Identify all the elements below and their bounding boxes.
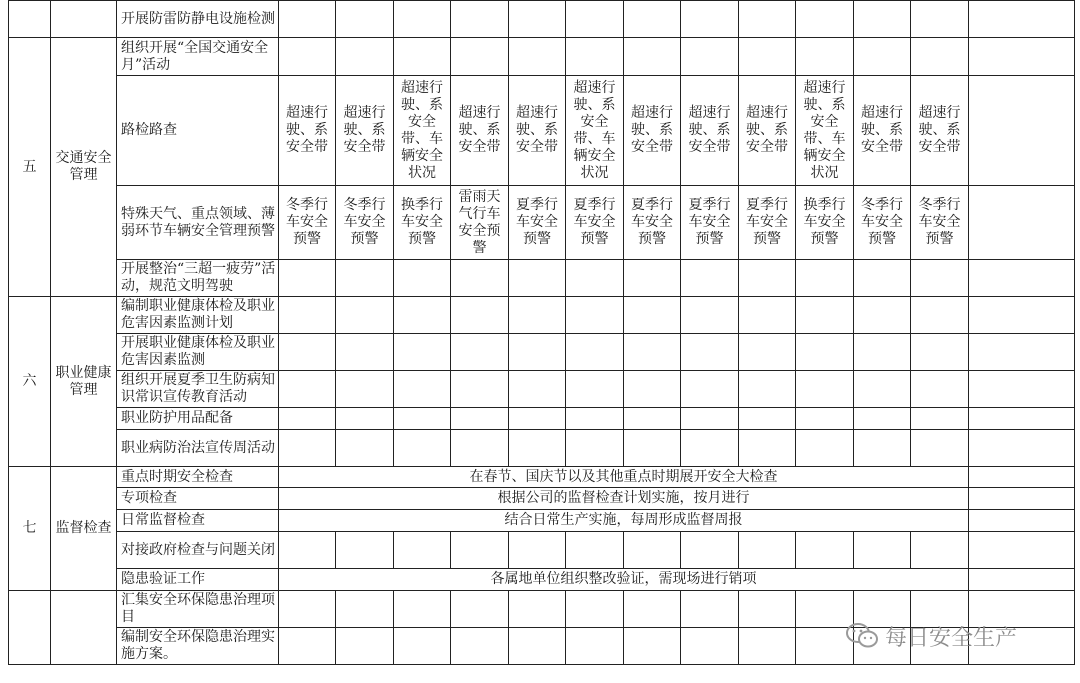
month-cell <box>336 628 394 665</box>
month-cell <box>566 297 624 334</box>
item-name: 路检路查 <box>117 76 279 186</box>
table-row <box>9 38 1075 76</box>
month-cell: 超速行驶、系安全带 <box>336 76 394 186</box>
section-number: 七 <box>9 467 51 591</box>
month-cell <box>509 38 566 76</box>
month-cell <box>509 297 566 334</box>
month-cell <box>681 260 739 297</box>
table-row <box>9 467 1075 488</box>
month-cell: 超速行驶、系安全带 <box>624 76 681 186</box>
month-cell: 冬季行车安全预警 <box>279 186 336 260</box>
month-cell: 超速行驶、系安全带、车辆安全状况 <box>394 76 451 186</box>
month-cell: 超速行驶、系安全带、车辆安全状况 <box>796 76 854 186</box>
month-cell <box>681 371 739 408</box>
month-cell <box>394 334 451 371</box>
month-cell <box>394 591 451 628</box>
month-cell <box>854 334 911 371</box>
month-cell <box>911 260 969 297</box>
month-cell <box>624 628 681 665</box>
table-row <box>9 488 1075 510</box>
month-cell: 夏季行车安全预警 <box>681 186 739 260</box>
month-cell <box>739 591 796 628</box>
month-cell <box>509 591 566 628</box>
section-number <box>9 591 51 665</box>
month-cell <box>336 38 394 76</box>
month-cell <box>336 430 394 467</box>
month-cell <box>911 297 969 334</box>
month-cell: 夏季行车安全预警 <box>566 186 624 260</box>
month-cell <box>854 1 911 38</box>
item-name: 重点时期安全检查 <box>117 467 279 488</box>
month-cell <box>394 297 451 334</box>
month-cell <box>336 371 394 408</box>
month-cell: 冬季行车安全预警 <box>911 186 969 260</box>
remark-cell <box>969 467 1075 488</box>
month-cell <box>509 628 566 665</box>
remark-cell <box>969 38 1075 76</box>
month-cell <box>451 297 509 334</box>
item-name: 特殊天气、重点领域、薄弱环节车辆安全管理预警 <box>117 186 279 260</box>
item-name: 开展职业健康体检及职业危害因素监测 <box>117 334 279 371</box>
month-cell <box>624 371 681 408</box>
month-cell: 超速行驶、系安全带 <box>854 76 911 186</box>
safety-plan-table <box>8 0 1075 665</box>
month-cell: 超速行驶、系安全带 <box>911 76 969 186</box>
section-title: 监督检查 <box>51 467 117 591</box>
month-cell <box>279 260 336 297</box>
month-cell <box>854 260 911 297</box>
item-name: 组织开展夏季卫生防病知识常识宣传教育活动 <box>117 371 279 408</box>
month-cell: 超速行驶、系安全带、车辆安全状况 <box>566 76 624 186</box>
month-cell <box>681 532 739 569</box>
month-cell <box>566 1 624 38</box>
table-wrapper <box>8 0 1080 665</box>
table-row <box>9 408 1075 430</box>
month-cell <box>509 334 566 371</box>
month-cell <box>566 430 624 467</box>
month-cell <box>911 334 969 371</box>
month-cell <box>336 1 394 38</box>
item-name: 编制安全环保隐患治理实施方案。 <box>117 628 279 665</box>
item-name: 编制职业健康体检及职业危害因素监测计划 <box>117 297 279 334</box>
month-cell <box>336 532 394 569</box>
month-cell <box>509 260 566 297</box>
remark-cell <box>969 430 1075 467</box>
month-cell <box>451 371 509 408</box>
schedule-note: 结合日常生产实施，每周形成监督周报 <box>279 510 969 532</box>
section-number <box>9 1 51 38</box>
table-row <box>9 297 1075 334</box>
month-cell <box>911 1 969 38</box>
month-cell <box>911 532 969 569</box>
month-cell <box>451 532 509 569</box>
month-cell <box>911 38 969 76</box>
month-cell <box>279 334 336 371</box>
section-title <box>51 591 117 665</box>
month-cell <box>796 260 854 297</box>
item-name: 汇集安全环保隐患治理项目 <box>117 591 279 628</box>
section-number: 六 <box>9 297 51 467</box>
month-cell <box>739 334 796 371</box>
month-cell <box>796 371 854 408</box>
month-cell: 超速行驶、系安全带 <box>509 76 566 186</box>
schedule-note: 各属地单位组织整改验证，需现场进行销项 <box>279 569 969 591</box>
month-cell <box>854 430 911 467</box>
month-cell <box>394 532 451 569</box>
month-cell <box>566 532 624 569</box>
month-cell <box>394 260 451 297</box>
month-cell <box>796 38 854 76</box>
remark-cell <box>969 532 1075 569</box>
remark-cell <box>969 1 1075 38</box>
section-number: 五 <box>9 38 51 297</box>
month-cell <box>624 334 681 371</box>
remark-cell <box>969 510 1075 532</box>
wechat-icon <box>845 622 879 650</box>
remark-cell <box>969 488 1075 510</box>
month-cell <box>279 430 336 467</box>
month-cell <box>624 408 681 430</box>
item-name: 开展整治“三超一疲劳”活动，规范文明驾驶 <box>117 260 279 297</box>
month-cell <box>279 591 336 628</box>
remark-cell <box>969 408 1075 430</box>
remark-cell <box>969 186 1075 260</box>
month-cell <box>624 1 681 38</box>
month-cell <box>681 38 739 76</box>
month-cell <box>739 297 796 334</box>
month-cell <box>854 371 911 408</box>
month-cell <box>566 334 624 371</box>
month-cell: 超速行驶、系安全带 <box>451 76 509 186</box>
month-cell: 换季行车安全预警 <box>394 186 451 260</box>
month-cell <box>624 297 681 334</box>
month-cell: 夏季行车安全预警 <box>509 186 566 260</box>
month-cell <box>854 408 911 430</box>
month-cell <box>681 408 739 430</box>
month-cell <box>509 408 566 430</box>
month-cell <box>451 430 509 467</box>
schedule-note: 在春节、国庆节以及其他重点时期展开安全大检查 <box>279 467 969 488</box>
month-cell <box>739 260 796 297</box>
month-cell <box>394 408 451 430</box>
month-cell <box>796 408 854 430</box>
month-cell: 超速行驶、系安全带 <box>739 76 796 186</box>
month-cell <box>451 334 509 371</box>
remark-cell <box>969 260 1075 297</box>
month-cell <box>739 1 796 38</box>
month-cell <box>796 334 854 371</box>
month-cell <box>509 1 566 38</box>
month-cell <box>681 1 739 38</box>
month-cell <box>336 297 394 334</box>
month-cell <box>681 628 739 665</box>
month-cell <box>336 591 394 628</box>
watermark-text: 每日安全生产 <box>885 625 1018 651</box>
schedule-note: 根据公司的监督检查计划实施，按月进行 <box>279 488 969 510</box>
month-cell <box>509 532 566 569</box>
table-row <box>9 430 1075 467</box>
table-row <box>9 260 1075 297</box>
month-cell <box>451 260 509 297</box>
month-cell <box>451 591 509 628</box>
month-cell <box>739 38 796 76</box>
month-cell: 冬季行车安全预警 <box>854 186 911 260</box>
item-name: 隐患验证工作 <box>117 569 279 591</box>
month-cell <box>911 408 969 430</box>
section-title: 职业健康管理 <box>51 297 117 467</box>
month-cell <box>279 628 336 665</box>
month-cell: 超速行驶、系安全带 <box>279 76 336 186</box>
month-cell <box>566 260 624 297</box>
month-cell <box>279 38 336 76</box>
month-cell: 冬季行车安全预警 <box>336 186 394 260</box>
month-cell: 雷雨天气行车安全预警 <box>451 186 509 260</box>
month-cell <box>854 532 911 569</box>
month-cell <box>681 334 739 371</box>
remark-cell <box>969 371 1075 408</box>
month-cell <box>279 532 336 569</box>
wechat-watermark <box>845 619 1017 653</box>
month-cell <box>279 371 336 408</box>
table-row <box>9 1 1075 38</box>
month-cell <box>681 297 739 334</box>
month-cell <box>624 260 681 297</box>
section-title <box>51 1 117 38</box>
month-cell <box>624 430 681 467</box>
month-cell <box>854 297 911 334</box>
month-cell <box>566 371 624 408</box>
month-cell <box>509 430 566 467</box>
table-row <box>9 334 1075 371</box>
month-cell <box>566 38 624 76</box>
month-cell: 超速行驶、系安全带 <box>681 76 739 186</box>
remark-cell <box>969 76 1075 186</box>
month-cell <box>739 628 796 665</box>
month-cell <box>624 591 681 628</box>
month-cell <box>279 297 336 334</box>
month-cell <box>566 408 624 430</box>
month-cell: 夏季行车安全预警 <box>739 186 796 260</box>
month-cell <box>681 430 739 467</box>
month-cell <box>796 297 854 334</box>
month-cell <box>911 371 969 408</box>
remark-cell <box>969 569 1075 591</box>
month-cell <box>739 408 796 430</box>
month-cell <box>451 1 509 38</box>
month-cell <box>739 532 796 569</box>
month-cell <box>796 1 854 38</box>
month-cell <box>796 532 854 569</box>
item-name: 组织开展“全国交通安全月”活动 <box>117 38 279 76</box>
month-cell <box>336 334 394 371</box>
month-cell <box>451 628 509 665</box>
month-cell <box>509 371 566 408</box>
month-cell <box>336 260 394 297</box>
month-cell: 夏季行车安全预警 <box>624 186 681 260</box>
month-cell <box>394 1 451 38</box>
month-cell <box>394 430 451 467</box>
month-cell <box>796 430 854 467</box>
table-row <box>9 510 1075 532</box>
month-cell <box>624 38 681 76</box>
month-cell <box>451 408 509 430</box>
item-name: 职业防护用品配备 <box>117 408 279 430</box>
table-row <box>9 569 1075 591</box>
item-name: 开展防雷防静电设施检测 <box>117 1 279 38</box>
month-cell: 换季行车安全预警 <box>796 186 854 260</box>
section-title: 交通安全管理 <box>51 38 117 297</box>
month-cell <box>394 38 451 76</box>
month-cell <box>566 591 624 628</box>
month-cell <box>336 408 394 430</box>
item-name: 专项检查 <box>117 488 279 510</box>
month-cell <box>624 532 681 569</box>
item-name: 对接政府检查与问题关闭 <box>117 532 279 569</box>
table-row <box>9 186 1075 260</box>
remark-cell <box>969 334 1075 371</box>
remark-cell <box>969 297 1075 334</box>
month-cell <box>911 430 969 467</box>
item-name: 职业病防治法宣传周活动 <box>117 430 279 467</box>
month-cell <box>451 38 509 76</box>
item-name: 日常监督检查 <box>117 510 279 532</box>
month-cell <box>566 628 624 665</box>
month-cell <box>279 1 336 38</box>
table-row <box>9 76 1075 186</box>
month-cell <box>739 371 796 408</box>
month-cell <box>279 408 336 430</box>
table-row <box>9 371 1075 408</box>
month-cell <box>739 430 796 467</box>
month-cell <box>854 38 911 76</box>
month-cell <box>681 591 739 628</box>
month-cell <box>394 628 451 665</box>
month-cell <box>394 371 451 408</box>
table-row <box>9 532 1075 569</box>
